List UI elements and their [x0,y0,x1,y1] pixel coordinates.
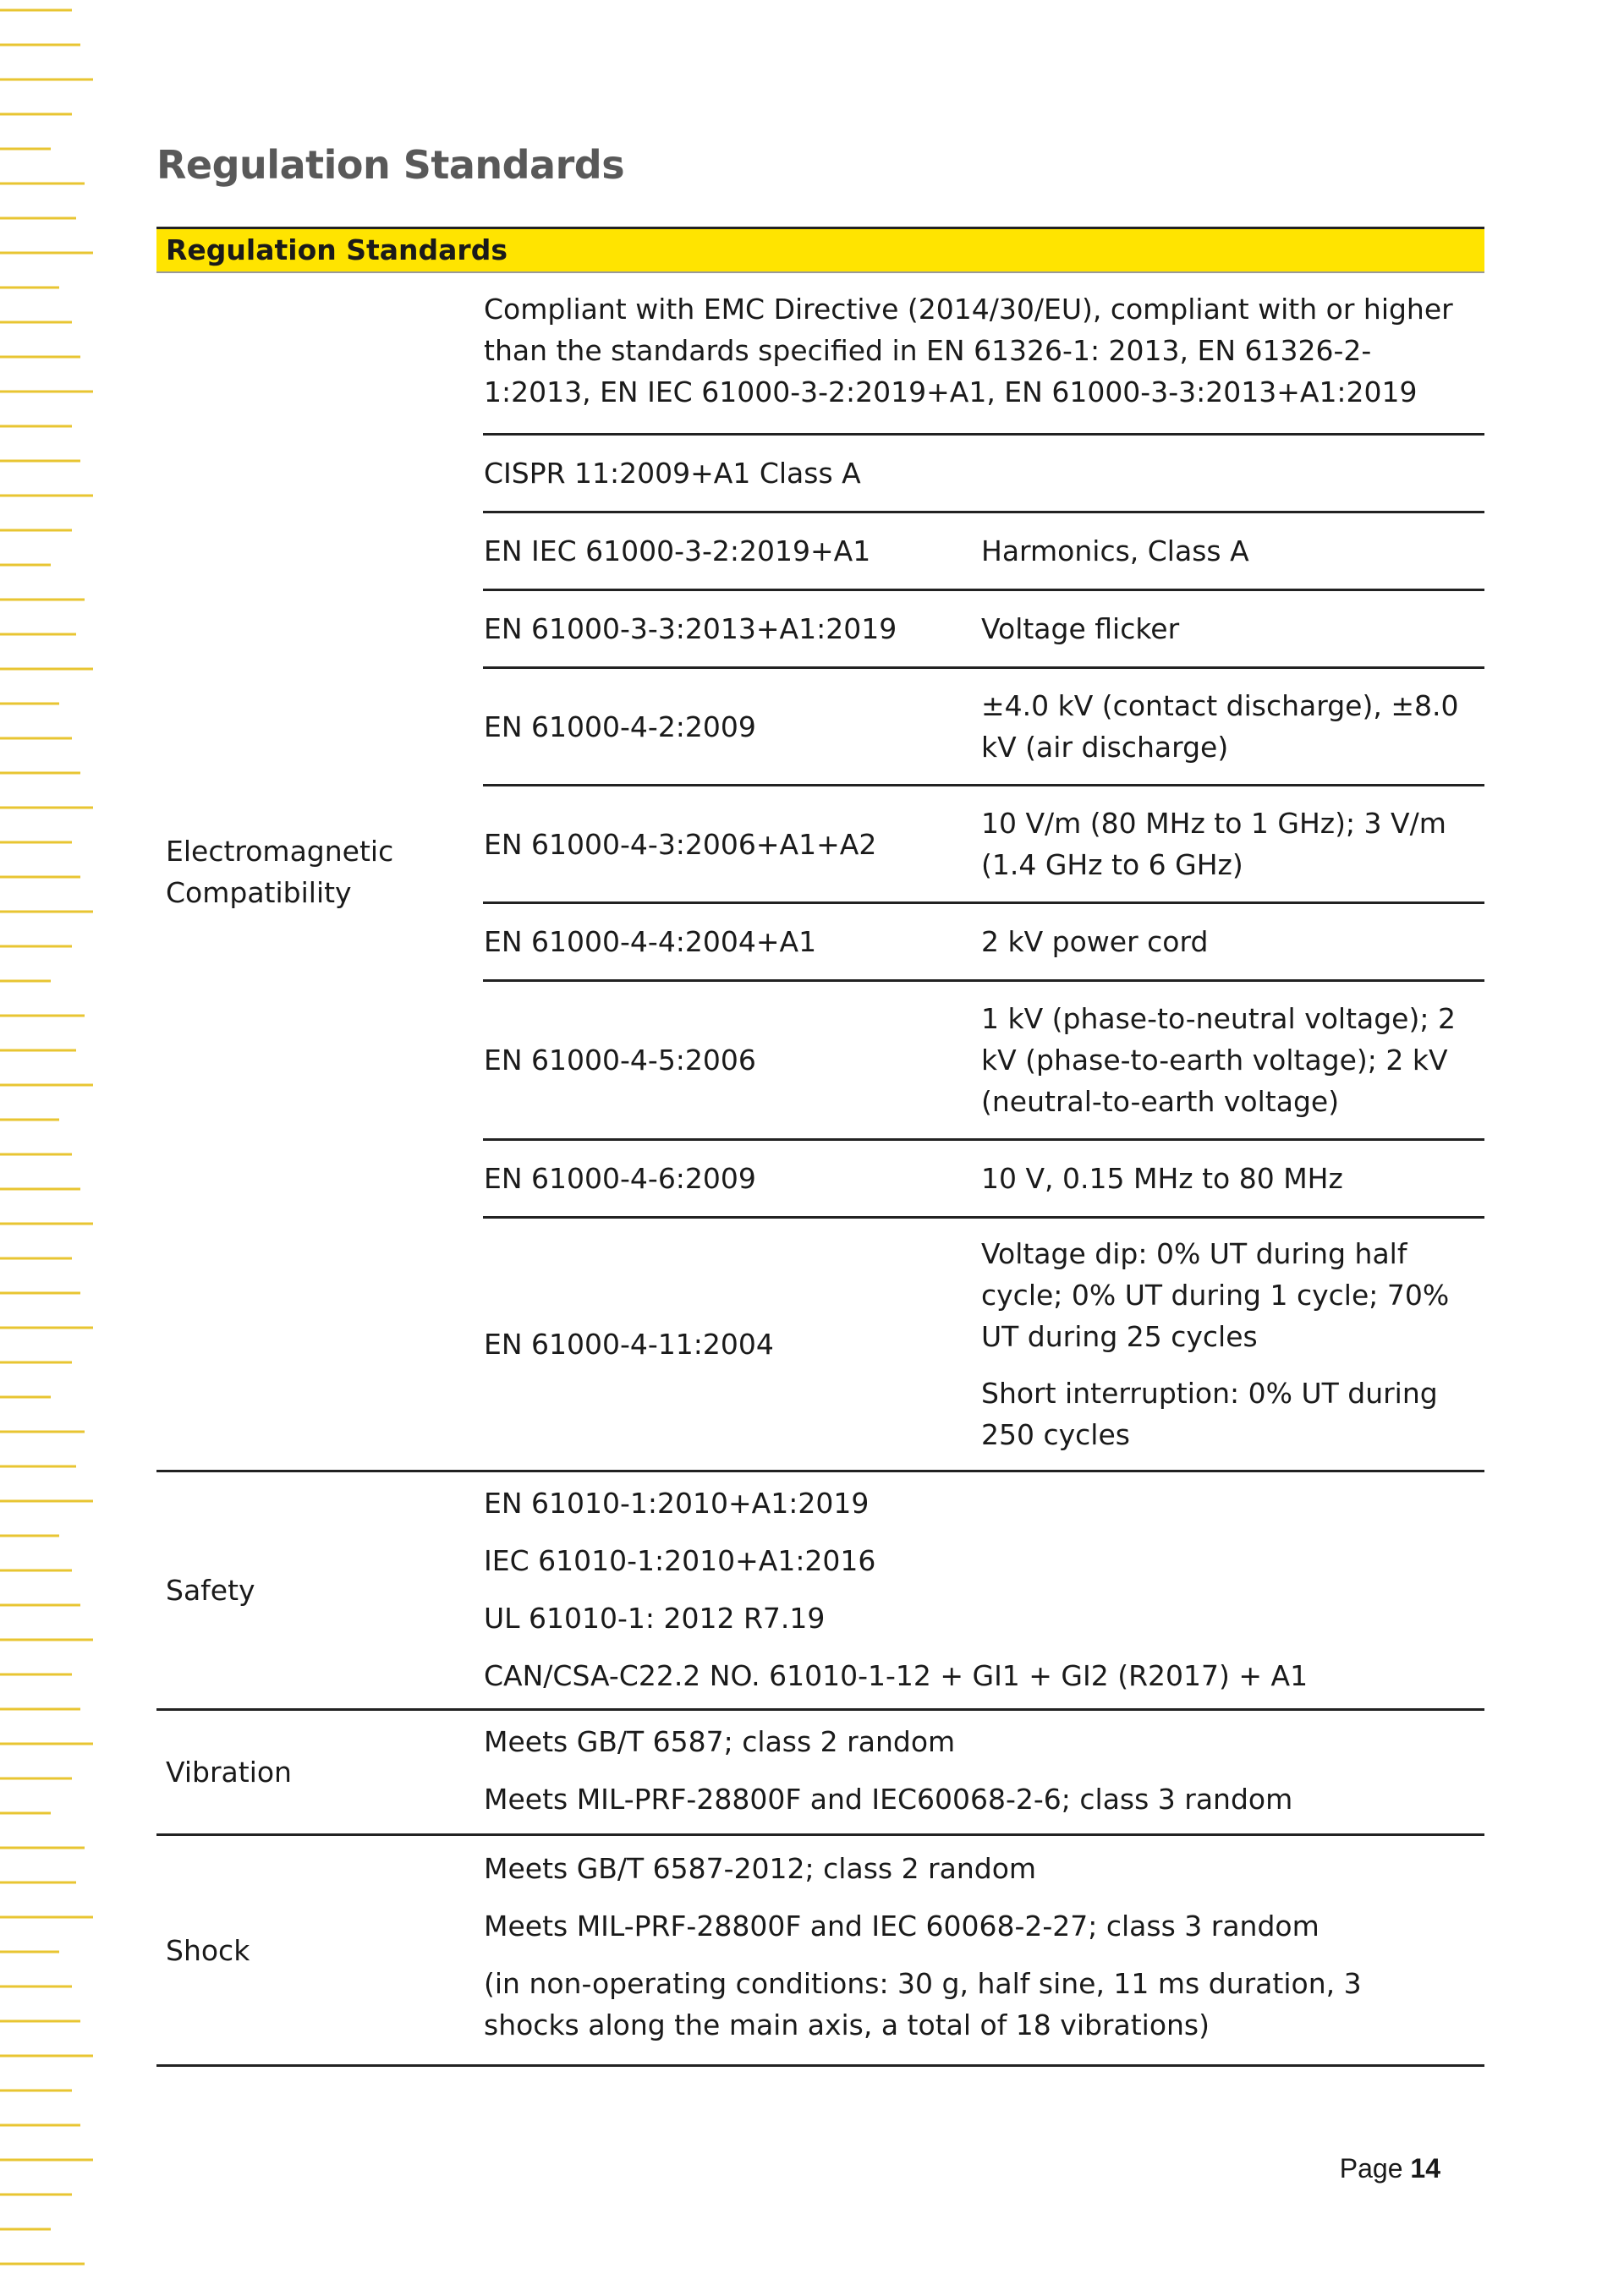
emc-label-text: Electromagnetic Compatibility [166,834,394,909]
shock-item: Meets GB/T 6587-2012; class 2 random [484,1852,1037,1885]
description-text: 10 V, 0.15 MHz to 80 MHz [981,1162,1343,1195]
standard-name: EN 61000-4-5:2006 [484,1044,756,1077]
safety-item: EN 61010-1:2010+A1:2019 [484,1487,870,1520]
standard-name: EN 61000-4-3:2006+A1+A2 [484,827,877,861]
regulation-table [156,227,1484,2067]
safety-item: IEC 61010-1:2010+A1:2016 [484,1544,876,1577]
safety-label: Safety [166,1574,255,1607]
vibration-group [156,1711,1484,1836]
vibration-item: Meets MIL-PRF-28800F and IEC60068-2-6; class 3 random [484,1783,1293,1816]
emc-body [483,273,1484,1470]
page-number [1340,2153,1440,2184]
safety-group [156,1472,1484,1711]
standard-description [981,982,1484,1138]
description-text: 10 V/m (80 MHz to 1 GHz); 3 V/m (1.4 GHz to 6 GHz) [981,807,1446,881]
emc-group [156,273,1484,1472]
standard-description [981,513,1484,589]
description-text: Voltage flicker [981,612,1180,645]
shock-label: Shock [166,1933,250,1967]
standard-description [981,1219,1484,1470]
emc-standard-row [483,904,1484,982]
emc-standard-row [483,786,1484,904]
standard-name: EN 61000-3-3:2013+A1:2019 [484,612,897,645]
page-number-value: 14 [1410,2153,1440,2184]
standard-name: EN 61000-4-4:2004+A1 [484,925,817,958]
emc-intro: Compliant with EMC Directive (2014/30/EU), compliant with or higher than the standards specified in EN 61326-1: 2013, EN 61326-2-1:2013, EN IEC 61000-3-2:2019+A1, EN 61000-3-3:2013+A1:2019 [484,293,1453,408]
table-header-band: Regulation Standards [156,227,1484,273]
emc-standard-row [483,1219,1484,1470]
shock-items [483,1836,1484,2064]
description-text: Short interruption: 0% UT during 250 cycles [981,1377,1438,1451]
standard-name: EN 61000-4-11:2004 [484,1328,774,1361]
safety-items [483,1472,1484,1708]
vibration-item: Meets GB/T 6587; class 2 random [484,1725,956,1758]
standard-description [981,591,1484,666]
shock-group [156,1836,1484,2067]
emc-label [156,273,483,1470]
standard-description [981,1141,1484,1216]
emc-standard-row [483,982,1484,1141]
safety-item: CAN/CSA-C22.2 NO. 61010-1-12 + GI1 + GI2 (R2017) + A1 [484,1659,1309,1692]
standard-name: EN 61000-4-2:2009 [484,710,756,743]
standard-description [981,786,1484,901]
emc-standard-row [483,1141,1484,1219]
emc-standard-row [483,669,1484,786]
safety-item: UL 61010-1: 2012 R7.19 [484,1602,826,1635]
shock-item: (in non-operating conditions: 30 g, half sine, 11 ms duration, 3 shocks along the main axis, a total of 18 vibrations) [484,1967,1362,2041]
emc-standard-row [483,513,1484,591]
shock-item: Meets MIL-PRF-28800F and IEC 60068-2-27; class 3 random [484,1910,1320,1943]
standard-name: EN IEC 61000-3-2:2019+A1 [484,534,871,567]
emc-cispr-row [483,436,1484,513]
page-label: Page [1339,2153,1403,2184]
standard-description [981,904,1484,979]
standard-description [981,669,1484,784]
description-text: Harmonics, Class A [981,534,1249,567]
emc-cispr: CISPR 11:2009+A1 Class A [484,457,861,490]
description-text: Voltage dip: 0% UT during half cycle; 0% UT during 1 cycle; 70% UT during 25 cycles [981,1237,1450,1353]
vibration-items [483,1711,1484,1833]
margin-line-decoration [0,0,102,2296]
description-text: ±4.0 kV (contact discharge), ±8.0 kV (air discharge) [981,689,1459,764]
standard-name: EN 61000-4-6:2009 [484,1162,756,1195]
page-title: Regulation Standards [156,142,625,188]
vibration-label: Vibration [166,1756,292,1789]
emc-intro-row [483,273,1484,436]
description-text: 2 kV power cord [981,925,1209,958]
description-text: 1 kV (phase-to-neutral voltage); 2 kV (phase-to-earth voltage); 2 kV (neutral-to-earth voltage) [981,1002,1456,1118]
emc-standard-row [483,591,1484,669]
